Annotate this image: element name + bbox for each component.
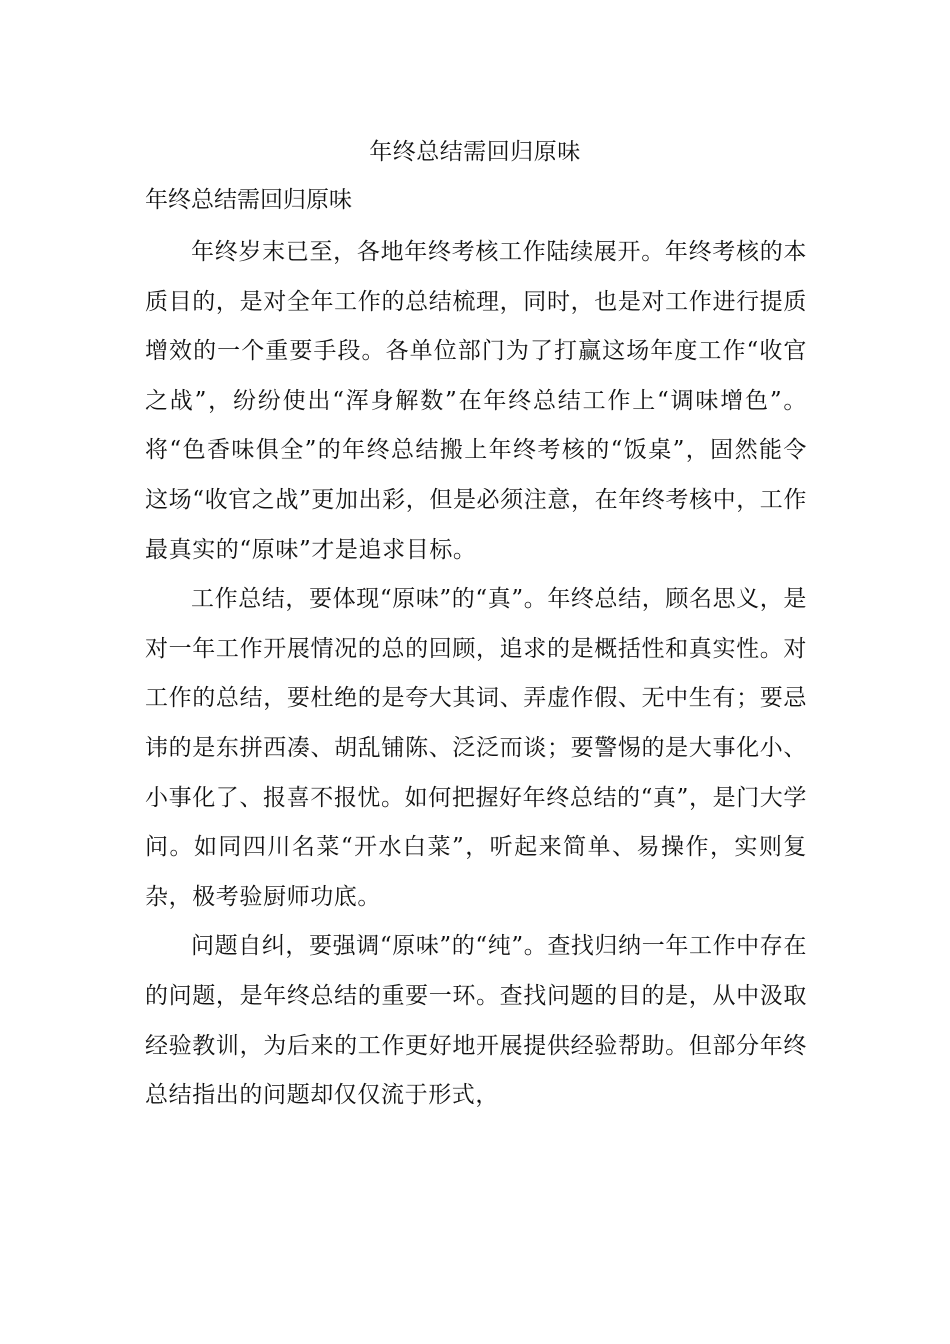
paragraph-1: 年终岁末已至，各地年终考核工作陆续展开。年终考核的本质目的，是对全年工作的总结梳理，同时，也是对工作进行提质增效的一个重要手段。各单位部门为了打赢这场年度工作“收官之战”，纷纷使出“浑身解数”在年终总结工作上“调味增色”。将“色香味俱全”的年终总结搬上年终考核的“饭桌”，固然能令这场“收官之战”更加出彩，但是必须注意，在年终考核中，工作最真实的“原味”才是追求目标。 [145, 239, 807, 563]
document-title: 年终总结需回归原味 [369, 139, 581, 165]
paragraph-3: 问题自纠，要强调“原味”的“纯”。查找归纳一年工作中存在的问题，是年终总结的重要一环。查找问题的目的是，从中汲取经验教训，为后来的工作更好地开展提供经验帮助。但部分年终总结指出的问题却仅仅流于形式， [145, 933, 807, 1109]
paragraph-2: 工作总结，要体现“原味”的“真”。年终总结，顾名思义，是对一年工作开展情况的总的回顾，追求的是概括性和真实性。对工作的总结，要杜绝的是夸大其词、弄虚作假、无中生有；要忌讳的是东拼西凑、胡乱铺陈、泛泛而谈；要警惕的是大事化小、小事化了、报喜不报忧。如何把握好年终总结的“真”，是门大学问。如同四川名菜“开水白菜”，听起来简单、易操作，实则复杂，极考验厨师功底。 [145, 586, 807, 910]
document-subtitle: 年终总结需回归原味 [145, 187, 352, 213]
document-body [145, 228, 807, 1121]
